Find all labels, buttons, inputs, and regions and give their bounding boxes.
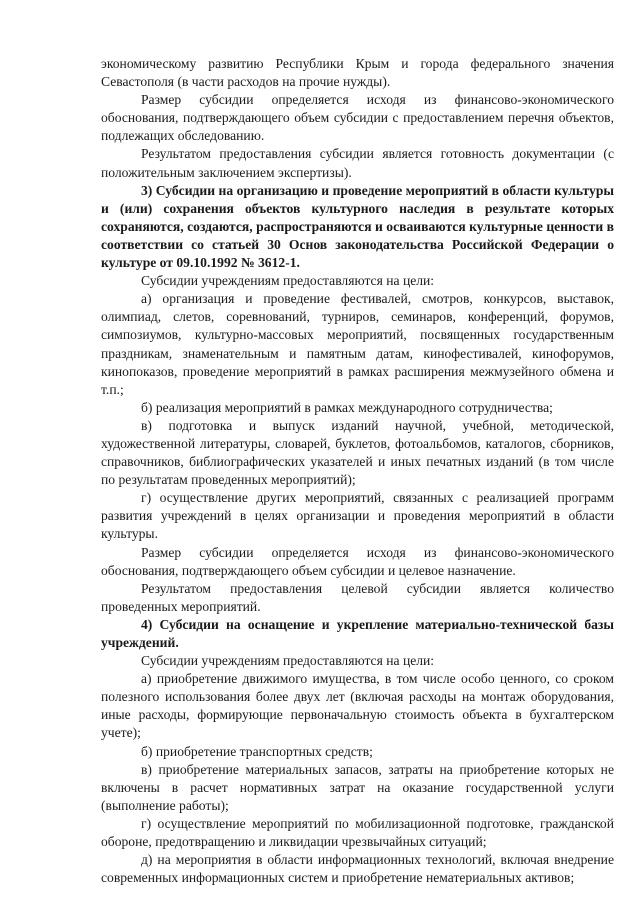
paragraph-subsidy-result: Результатом предоставления субсидии является готовность документации (с положительным заключением экспертизы).	[101, 146, 614, 180]
list-item-d-2: д) на мероприятия в области информационных технологий, включая внедрение современных информационных систем и приобретение нематериальных активов;	[101, 852, 614, 886]
list-item-g: г) осуществление других мероприятий, связанных с реализацией программ развития учреждений в целях организации и проведения мероприятий в области культуры.	[101, 490, 614, 542]
list-item-b-2: б) приобретение транспортных средств;	[141, 743, 373, 759]
list-item-a: а) организация и проведение фестивалей, смотров, конкурсов, выставок, олимпиад, слетов, соревнований, турниров, семинаров, конференций, форумов, симпозиумов, культурно-массовых мероприятий, посвященных государственным праздникам, знаменательным и памятным датам, кинофестивалей, кинофорумов, кинопоказов, проведение мероприятий в рамках расширения межмузейного обмена и т.п.;	[101, 291, 614, 397]
section-heading-4: 4) Субсидии на оснащение и укрепление материально-технической базы учреждений.	[101, 616, 614, 650]
list-item-v-2: в) приобретение материальных запасов, затраты на приобретение которых не включены в расчет нормативных затрат на оказание государственной услуги (выполнение работы);	[101, 761, 614, 813]
paragraph-subsidy-result-2: Результатом предоставления целевой субсидии является количество проведенных мероприятий.	[101, 580, 614, 614]
paragraph-subsidy-size-2: Размер субсидии определяется исходя из финансово-экономического обоснования, подтверждающего объем субсидии и целевое назначение.	[101, 544, 614, 578]
paragraph-subsidy-size: Размер субсидии определяется исходя из финансово-экономического обоснования, подтверждающего объем субсидии с предоставлением перечня объектов, подлежащих обследованию.	[101, 92, 614, 144]
list-item-a-2: а) приобретение движимого имущества, в том числе особо ценного, со сроком полезного использования более двух лет (включая расходы на монтаж оборудования, иные расходы, формирующие первоначальную стоимость объекта в бухгалтерском учете);	[101, 671, 614, 741]
list-item-g-2: г) осуществление мероприятий по мобилизационной подготовке, гражданской обороне, предотвращению и ликвидации чрезвычайных ситуаций;	[101, 815, 614, 850]
section-heading-3: 3) Субсидии на организацию и проведение мероприятий в области культуры и (или) сохранения объектов культурного наследия в результате которых сохраняются, создаются, распространяются и осваиваются культурные ценности в соответствии со статьей 30 Основ законодательства Российской Федерации о культуре от 09.10.1992 № 3612-1.	[101, 182, 614, 271]
list-item-v: в) подготовка и выпуск изданий научной, учебной, методической, художественной литературы, словарей, буклетов, фотоальбомов, каталогов, сборников, справочников, библиографических указателей и иных печатных изданий (в том числе по результатам проведенных мероприятий);	[101, 417, 614, 488]
paragraph-purposes-intro-2: Субсидии учреждениям предоставляются на цели:	[141, 653, 435, 669]
paragraph-purposes-intro: Субсидии учреждениям предоставляются на цели:	[141, 273, 435, 289]
paragraph-continuation: экономическому развитию Республики Крым и города федерального значения Севастополя (в части расходов на прочие нужды).	[101, 56, 614, 90]
list-item-b: б) реализация мероприятий в рамках международного сотрудничества;	[141, 399, 553, 415]
